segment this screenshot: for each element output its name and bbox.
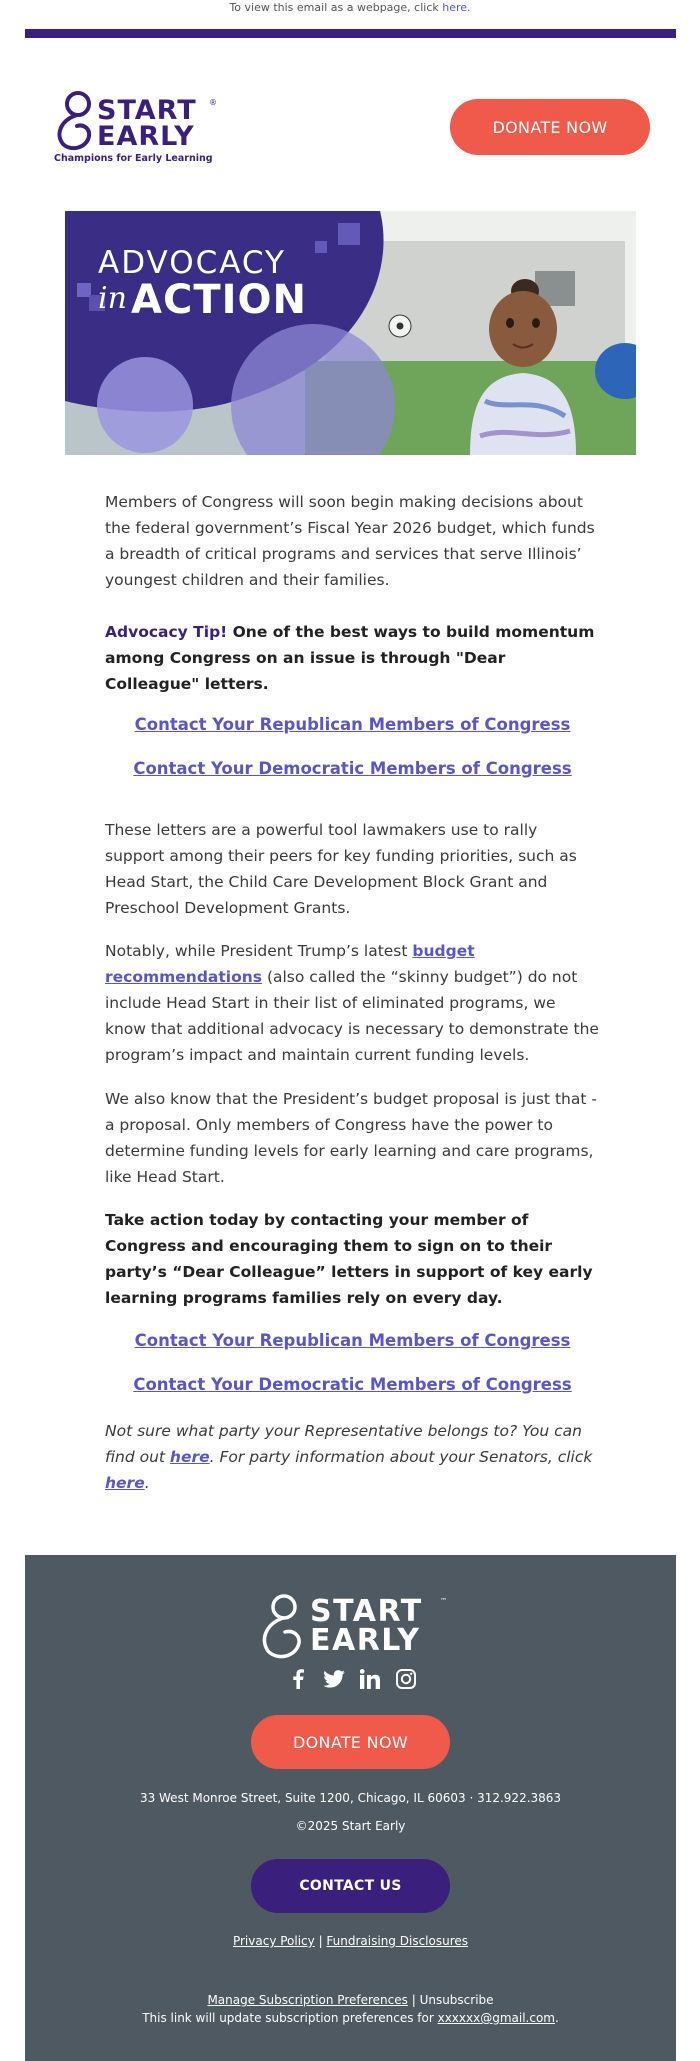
subscription-note xyxy=(25,2011,676,2025)
notably-text-before: Notably, while President Trump’s latest xyxy=(105,942,413,960)
preheader-text: To view this email as a webpage, click xyxy=(229,1,439,14)
notably-paragraph xyxy=(105,938,600,1068)
logo-mark-icon xyxy=(53,90,97,152)
hero-banner[interactable] xyxy=(65,211,636,455)
footer-donate-now-button[interactable]: DONATE NOW xyxy=(251,1715,450,1769)
manage-subscription-link[interactable]: Manage Subscription Preferences xyxy=(207,1993,408,2007)
logo-word-start: START xyxy=(97,95,197,126)
linkedin-icon[interactable] xyxy=(359,1668,381,1690)
contact-democratic-link[interactable]: Contact Your Democratic Members of Congress xyxy=(133,759,572,778)
budget-recommendations-link[interactable]: budget recommendations xyxy=(105,942,475,986)
footer-logo-early: EARLY xyxy=(310,1623,421,1658)
footer-logo[interactable] xyxy=(260,1593,450,1663)
footer xyxy=(25,1555,676,2061)
webpage-link[interactable]: here. xyxy=(442,1,471,14)
party-text-2: . For party information about your Senators, click xyxy=(209,1448,593,1466)
senator-party-link[interactable]: here xyxy=(105,1474,145,1492)
privacy-policy-link[interactable]: Privacy Policy xyxy=(232,1934,315,1948)
contact-republican-link[interactable]: Contact Your Republican Members of Congress xyxy=(134,715,571,734)
contact-republican-link-2[interactable]: Contact Your Republican Members of Congress xyxy=(134,1331,571,1350)
contact-democratic-link-2[interactable]: Contact Your Democratic Members of Congress xyxy=(133,1375,572,1394)
donate-now-button[interactable]: DONATE NOW xyxy=(450,99,650,155)
take-action-paragraph: Take action today by contacting your member of Congress and encouraging them to sign on to their party’s “Dear Colleague” letters in support of key early learning programs families rely on every day. xyxy=(105,1211,593,1307)
social-links xyxy=(287,1668,417,1692)
footer-legal-links xyxy=(25,1934,676,1948)
legal-separator: | xyxy=(314,1934,327,1948)
party-text-3: . xyxy=(144,1474,150,1492)
logo-tagline: Champions for Early Learning xyxy=(54,153,213,164)
footer-logo-mark-icon xyxy=(260,1593,308,1663)
footer-logo-trademark: ™ xyxy=(440,1597,447,1605)
subscription-links xyxy=(25,1993,676,2007)
fundraising-disclosures-link[interactable]: Fundraising Disclosures xyxy=(326,1934,469,1948)
facebook-icon[interactable] xyxy=(287,1668,309,1690)
advocacy-tip xyxy=(105,619,600,697)
top-accent-bar xyxy=(25,29,676,38)
notably-text-after: (also called the “skinny budget”) do not include Head Start in their list of eliminated programs, we know that additional advocacy is necessary to demonstrate the program’s impact and maintain current funding levels. xyxy=(105,968,599,1064)
hero-title-action: ACTION xyxy=(131,277,307,323)
logo-word-early: EARLY xyxy=(97,121,195,152)
instagram-icon[interactable] xyxy=(395,1668,417,1690)
footer-copyright: ©2025 Start Early xyxy=(295,1819,406,1833)
intro-paragraph: Members of Congress will soon begin making decisions about the federal government’s Fiscal Year 2026 budget, which funds a breadth of critical programs and services that serve Illinois’ youngest children and their families. xyxy=(105,493,595,589)
unsubscribe-link[interactable]: | Unsubscribe xyxy=(407,1993,494,2007)
proposal-paragraph: We also know that the President’s budget proposal is just that - a proposal. Only members of Congress have the power to determine funding levels for early learning and care programs, like Head Start. xyxy=(105,1090,597,1186)
subscriber-email[interactable]: xxxxxx@gmail.com xyxy=(437,2011,555,2025)
footer-address: 33 West Monroe Street, Suite 1200, Chicago, IL 60603 · 312.922.3863 xyxy=(139,1791,562,1805)
subscription-note-period: . xyxy=(554,2011,559,2025)
preheader xyxy=(0,0,700,18)
party-text-1: Not sure what party your Representative belongs to? You can find out xyxy=(105,1422,582,1466)
contact-us-button[interactable]: CONTACT US xyxy=(251,1859,450,1913)
representative-party-link[interactable]: here xyxy=(169,1448,210,1466)
start-early-logo[interactable] xyxy=(53,90,253,168)
party-lookup-paragraph xyxy=(105,1418,600,1496)
logo-trademark: ® xyxy=(209,98,217,107)
hero-title-advocacy: ADVOCACY xyxy=(98,245,286,281)
subscription-note-text: This link will update subscription preferences for xyxy=(142,2011,438,2025)
letters-paragraph: These letters are a powerful tool lawmakers use to rally support among their peers for key funding priorities, such as Head Start, the Child Care Development Block Grant and Preschool Development Grants. xyxy=(105,821,577,917)
hero-title-in: in xyxy=(98,281,127,316)
twitter-icon[interactable] xyxy=(323,1668,345,1690)
advocacy-tip-text: One of the best ways to build momentum among Congress on an issue is through "Dear Colleague" letters. xyxy=(105,623,595,693)
advocacy-tip-label: Advocacy Tip! xyxy=(105,623,228,641)
footer-logo-start: START xyxy=(310,1594,423,1629)
